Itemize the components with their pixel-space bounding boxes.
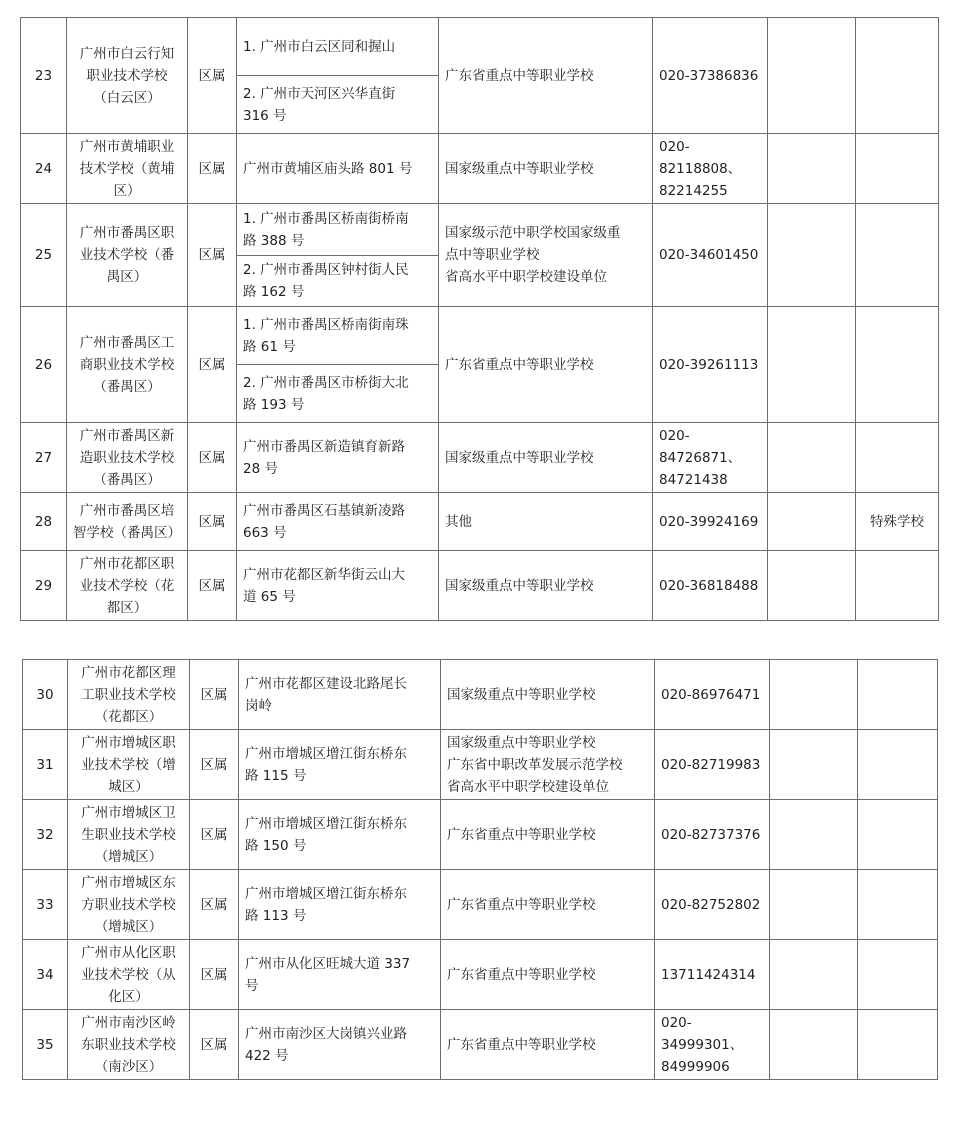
blank-cell [770,870,858,940]
row-number-text: 28 [34,513,53,530]
school-address-text: 广州市番禺区石基镇新凌路 663 号 [243,502,405,541]
school-type-text: 区属 [200,826,228,843]
school-type-text: 区属 [198,513,226,530]
school-table-2 [22,659,938,1080]
school-address [237,18,439,76]
blank-cell [770,730,858,800]
school-phone-text: 020-34601450 [659,247,759,263]
school-phone-text: 020-34999301、 84999906 [661,1014,744,1075]
blank-cell [770,1010,858,1080]
row-number-text: 35 [36,1036,54,1053]
row-number [21,493,67,551]
row-number-text: 32 [36,826,54,843]
school-address [237,423,439,493]
school-type [188,307,237,423]
school-type [188,134,237,204]
school-address-text: 1. 广州市番禺区桥南街南珠 路 61 号 [243,316,409,355]
row-number-text: 26 [34,356,53,373]
school-address [239,730,441,800]
school-name [67,204,188,307]
school-type-text: 区属 [198,247,226,263]
school-level [439,134,653,204]
school-level [439,493,653,551]
school-note [856,134,939,204]
row-number [21,551,67,621]
school-name [68,1010,190,1080]
school-level-text: 广东省重点中等职业学校 [447,826,596,843]
school-name [68,870,190,940]
table-row [23,870,938,940]
row-number-text: 23 [34,67,53,84]
school-name [67,18,188,134]
school-address [237,134,439,204]
table-row [23,1010,938,1080]
school-note [856,493,939,551]
school-phone-text: 020-39261113 [659,356,759,373]
row-number-text: 29 [34,577,53,594]
school-name [68,940,190,1010]
table-row [23,730,938,800]
school-name-text: 广州市番禺区培 智学校（番禺区） [73,502,181,541]
row-number-text: 31 [36,756,54,773]
school-address-text: 2. 广州市天河区兴华直街 316 号 [243,85,396,124]
school-name [68,660,190,730]
school-name [67,134,188,204]
school-type [190,660,239,730]
school-level-text: 国家级重点中等职业学校 [445,577,594,594]
school-address [237,493,439,551]
blank-cell [768,204,856,307]
table-row [21,493,939,551]
school-address-text: 广州市番禺区新造镇育新路 28 号 [243,438,405,477]
school-name-text: 广州市番禺区工 商职业技术学校 （番禺区） [79,334,175,395]
school-note [856,18,939,134]
school-note [858,940,938,1010]
table-row [23,940,938,1010]
school-phone-text: 020-82118808、 82214255 [659,138,742,199]
school-phone-text: 020-39924169 [659,513,759,530]
school-address-text: 广州市增城区增江街东桥东 路 113 号 [245,885,407,924]
school-type [188,423,237,493]
school-level-text: 国家级重点中等职业学校 [447,686,596,703]
school-name-text: 广州市花都区职 业技术学校（花 都区） [79,555,175,616]
school-phone [653,493,768,551]
school-note [856,551,939,621]
blank-cell [768,134,856,204]
school-address [239,940,441,1010]
school-phone [655,1010,770,1080]
school-type [188,204,237,307]
school-address [237,204,439,256]
school-type-text: 区属 [200,756,228,773]
school-address [237,76,439,134]
school-address [239,800,441,870]
school-note [858,660,938,730]
school-address-text: 广州市花都区建设北路尾长 岗岭 [245,675,407,714]
school-type [190,940,239,1010]
blank-cell [768,493,856,551]
school-name-text: 广州市增城区东 方职业技术学校 （增城区） [81,874,176,935]
row-number-text: 30 [36,686,54,703]
school-type [188,551,237,621]
row-number [23,870,68,940]
school-type-text: 区属 [198,449,226,466]
school-address-text: 1. 广州市番禺区桥南街桥南 路 388 号 [243,210,409,249]
school-phone [653,423,768,493]
school-name [67,551,188,621]
school-level-text: 广东省重点中等职业学校 [447,896,596,913]
school-name-text: 广州市增城区卫 生职业技术学校 （增城区） [81,804,176,865]
school-note [858,870,938,940]
school-name-text: 广州市番禺区新 造职业技术学校 （番禺区） [79,427,175,488]
school-level [441,800,655,870]
school-phone [655,660,770,730]
school-note-text: 特殊学校 [870,513,924,530]
school-address [237,256,439,307]
school-name [67,307,188,423]
school-name [68,800,190,870]
school-level-text: 国家级重点中等职业学校 [445,160,594,177]
school-name-text: 广州市从化区职 业技术学校（从 化区） [81,944,176,1005]
school-name-text: 广州市番禺区职 业技术学校（番 禺区） [79,225,175,285]
row-number [23,1010,68,1080]
school-note [856,204,939,307]
school-phone [655,800,770,870]
table-row [21,204,939,256]
school-address-text: 1. 广州市白云区同和握山 [243,38,396,55]
school-level [441,660,655,730]
blank-cell [768,423,856,493]
school-type-text: 区属 [200,966,228,983]
row-number-text: 34 [36,966,54,983]
school-type-text: 区属 [200,896,228,913]
school-name [67,423,188,493]
school-type [190,1010,239,1080]
row-number-text: 33 [36,896,54,913]
school-phone [655,940,770,1010]
school-address-text: 广州市黄埔区庙头路 801 号 [243,160,413,177]
row-number [21,307,67,423]
school-name [68,730,190,800]
school-address [237,551,439,621]
school-name-text: 广州市花都区理 工职业技术学校 （花都区） [81,664,176,725]
school-name-text: 广州市黄埔职业 技术学校（黄埔 区） [79,138,175,199]
school-phone-text: 020-86976471 [661,686,761,703]
school-type [190,730,239,800]
school-phone [653,204,768,307]
table-row [21,134,939,204]
school-phone [653,307,768,423]
table-row [21,423,939,493]
school-phone-text: 020-82719983 [661,756,761,773]
school-level [439,204,653,307]
row-number [23,800,68,870]
school-address-text: 广州市南沙区大岗镇兴业路 422 号 [245,1025,407,1064]
school-type [190,870,239,940]
school-level-text: 广东省重点中等职业学校 [445,67,594,84]
school-type-text: 区属 [198,160,226,177]
school-level-text: 广东省重点中等职业学校 [447,1036,596,1053]
school-level [439,551,653,621]
blank-cell [770,940,858,1010]
school-phone [653,18,768,134]
school-level [439,307,653,423]
blank-cell [768,307,856,423]
school-address [239,1010,441,1080]
school-level [439,423,653,493]
school-address-text: 广州市花都区新华街云山大 道 65 号 [243,566,405,605]
school-type-text: 区属 [200,1036,228,1053]
table-row [21,307,939,365]
school-phone [653,551,768,621]
blank-cell [770,800,858,870]
school-phone-text: 13711424314 [661,966,756,983]
row-number [21,423,67,493]
table-row [21,18,939,76]
school-level [441,940,655,1010]
table-row [21,551,939,621]
school-phone-text: 020-82737376 [661,826,761,843]
school-type [190,800,239,870]
school-phone [655,730,770,800]
school-name-text: 广州市增城区职 业技术学校（增 城区） [81,734,176,795]
blank-cell [770,660,858,730]
row-number [23,660,68,730]
blank-cell [768,551,856,621]
school-type-text: 区属 [198,67,226,84]
row-number-text: 27 [34,449,53,466]
school-address-text: 广州市增城区增江街东桥东 路 150 号 [245,815,407,854]
school-phone-text: 020-84726871、 84721438 [659,427,742,488]
school-type-text: 区属 [198,356,226,373]
school-level-text: 国家级示范中职学校国家级重 点中等职业学校 省高水平中职学校建设单位 [445,225,621,285]
school-type-text: 区属 [200,686,228,703]
school-level [441,1010,655,1080]
school-phone [655,870,770,940]
school-phone-text: 020-37386836 [659,67,759,84]
school-type [188,493,237,551]
row-number [21,134,67,204]
table-row [23,800,938,870]
school-address-text: 2. 广州市番禺区钟村街人民 路 162 号 [243,262,409,300]
school-type [188,18,237,134]
school-level-text: 国家级重点中等职业学校 [445,449,594,466]
school-phone-text: 020-82752802 [661,896,761,913]
row-number [23,730,68,800]
school-level-text: 其他 [445,513,472,530]
row-number-text: 24 [34,160,53,177]
row-number [21,18,67,134]
school-note [858,800,938,870]
school-level-text: 国家级重点中等职业学校 广东省中职改革发展示范学校 省高水平中职学校建设单位 [447,734,623,795]
row-number [23,940,68,1010]
row-number [21,204,67,307]
school-phone-text: 020-36818488 [659,577,759,594]
school-level [441,870,655,940]
school-address [237,307,439,365]
school-address [239,660,441,730]
school-phone [653,134,768,204]
school-address-text: 广州市增城区增江街东桥东 路 115 号 [245,745,407,784]
school-address [239,870,441,940]
school-name-text: 广州市南沙区岭 东职业技术学校 （南沙区） [81,1014,176,1075]
school-note [856,307,939,423]
school-name-text: 广州市白云行知 职业技术学校 （白云区） [79,45,175,106]
school-table-1 [20,17,939,621]
school-type-text: 区属 [198,577,226,594]
school-note [856,423,939,493]
table-row [23,660,938,730]
school-level-text: 广东省重点中等职业学校 [447,966,596,983]
school-address-text: 2. 广州市番禺区市桥街大北 路 193 号 [243,374,409,413]
school-address [237,365,439,423]
school-level [441,730,655,800]
school-level-text: 广东省重点中等职业学校 [445,356,594,373]
school-note [858,730,938,800]
school-note [858,1010,938,1080]
school-level [439,18,653,134]
school-name [67,493,188,551]
blank-cell [768,18,856,134]
row-number-text: 25 [34,247,53,263]
school-address-text: 广州市从化区旺城大道 337 号 [245,955,411,994]
